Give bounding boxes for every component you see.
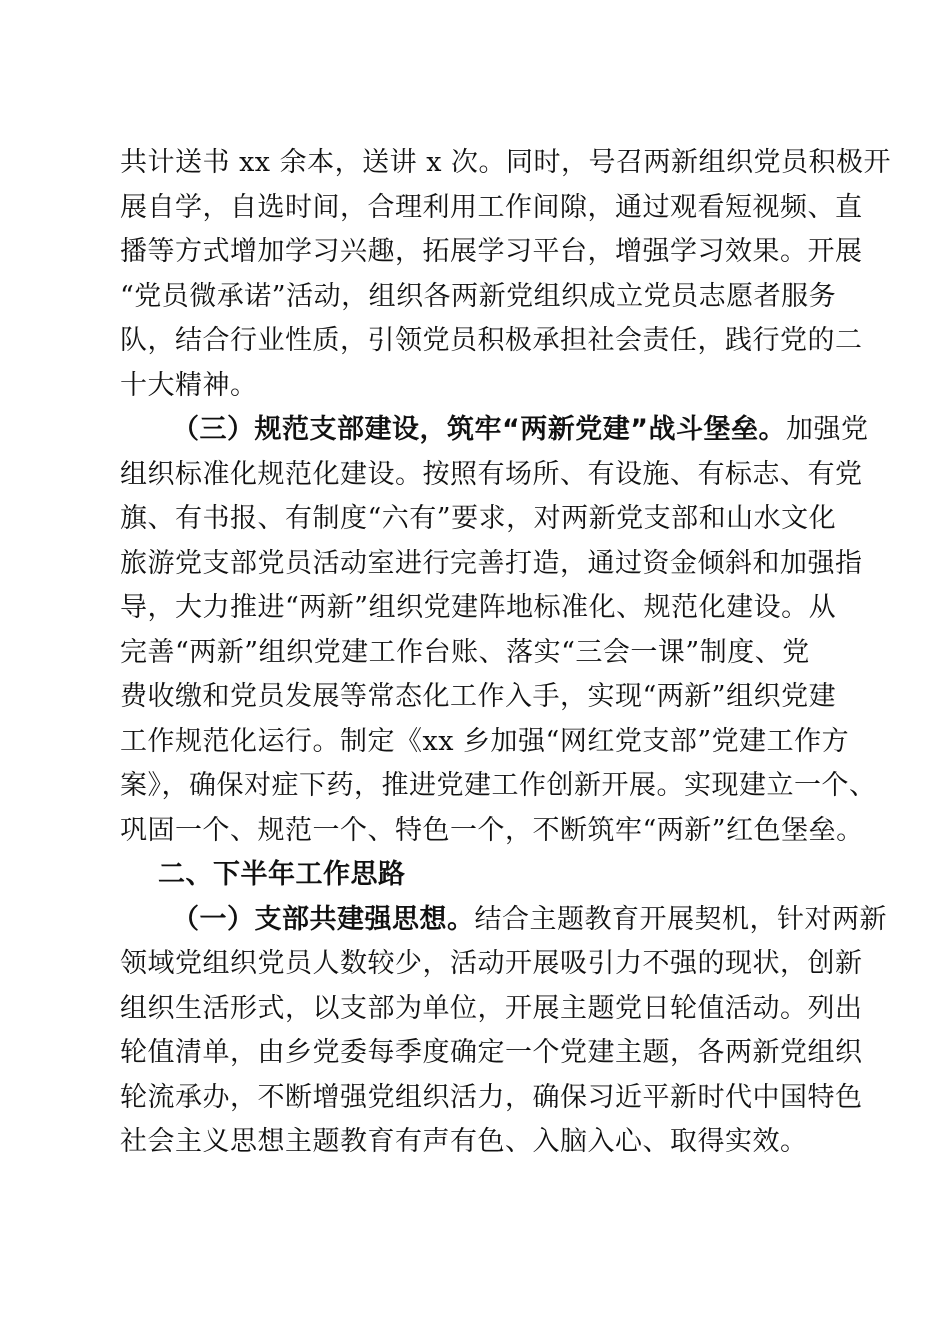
paragraph-line: 组织标准化规范化建设。按照有场所、有设施、有标志、有党 bbox=[120, 459, 863, 490]
paragraph-line: 十大精神。 bbox=[120, 370, 258, 401]
paragraph-line: 旅游党支部党员活动室进行完善打造，通过资金倾斜和加强指 bbox=[120, 548, 863, 579]
paragraph-line: 领域党组织党员人数较少，活动开展吸引力不强的现状，创新 bbox=[120, 948, 863, 979]
paragraph-line: 轮流承办，不断增强党组织活力，确保习近平新时代中国特色 bbox=[120, 1082, 863, 1113]
paragraph-line: “党员微承诺”活动，组织各两新党组织成立党员志愿者服务 bbox=[120, 281, 837, 312]
paragraph-line: 共计送书 xx 余本，送讲 x 次。同时，号召两新组织党员积极开 bbox=[120, 147, 892, 178]
paragraph-line: 展自学，自选时间，合理利用工作间隙，通过观看短视频、直 bbox=[120, 192, 863, 223]
paragraph-line: 播等方式增加学习兴趣，拓展学习平台，增强学习效果。开展 bbox=[120, 236, 863, 267]
section-heading: 二、下半年工作思路 bbox=[158, 859, 406, 890]
paragraph-line: 完善“两新”组织党建工作台账、落实“三会一课”制度、党 bbox=[120, 637, 810, 668]
paragraph-line: 费收缴和党员发展等常态化工作入手，实现“两新”组织党建 bbox=[120, 681, 837, 712]
subsection-heading-line bbox=[172, 414, 869, 446]
paragraph-text: 加强党 bbox=[786, 414, 869, 445]
paragraph-line: 案》，确保对症下药，推进党建工作创新开展。实现建立一个、 bbox=[120, 770, 877, 801]
paragraph-line: 巩固一个、规范一个、特色一个，不断筑牢“两新”红色堡垒。 bbox=[120, 815, 864, 846]
paragraph-line: 社会主义思想主题教育有声有色、入脑入心、取得实效。 bbox=[120, 1126, 808, 1157]
subsection-heading-line bbox=[172, 904, 887, 936]
paragraph-line: 队，结合行业性质，引领党员积极承担社会责任，践行党的二 bbox=[120, 325, 863, 356]
paragraph-line: 工作规范化运行。制定《xx 乡加强“网红党支部”党建工作方 bbox=[120, 726, 850, 757]
paragraph-line: 轮值清单，由乡党委每季度确定一个党建主题，各两新党组织 bbox=[120, 1037, 863, 1068]
paragraph-line: 导，大力推进“两新”组织党建阵地标准化、规范化建设。从 bbox=[120, 592, 837, 623]
paragraph-line: 旗、有书报、有制度“六有”要求，对两新党支部和山水文化 bbox=[120, 503, 837, 534]
paragraph-text: 结合主题教育开展契机，针对两新 bbox=[474, 904, 887, 935]
paragraph-line: 组织生活形式，以支部为单位，开展主题党日轮值活动。列出 bbox=[120, 993, 863, 1024]
subsection-heading-3: （三）规范支部建设，筑牢“两新党建”战斗堡垒。 bbox=[172, 414, 786, 445]
subsection-heading-1: （一）支部共建强思想。 bbox=[172, 904, 475, 935]
